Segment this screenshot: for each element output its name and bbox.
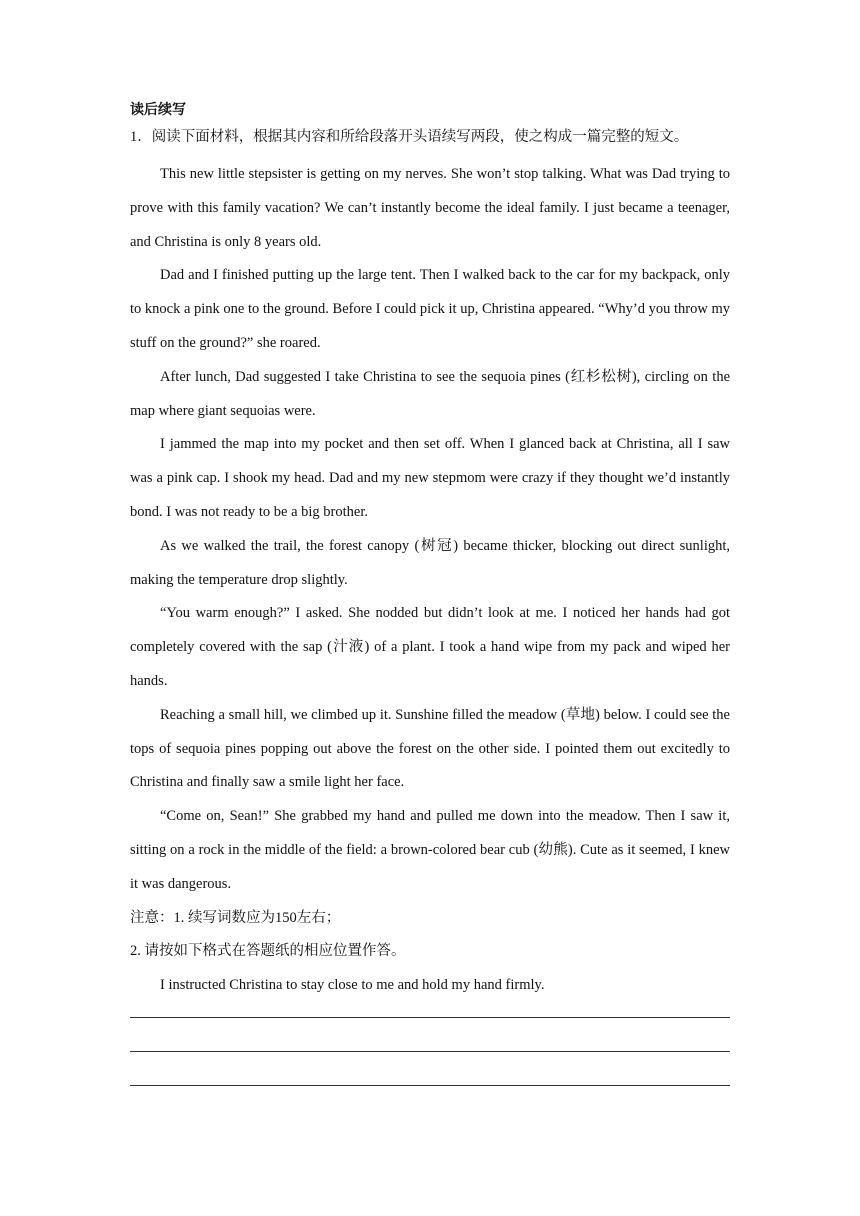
note-format: 2. 请按如下格式在答题纸的相应位置作答。 [130,943,406,960]
answer-line[interactable] [130,1085,730,1086]
passage-paragraph-8: “Come on, Sean!” She grabbed my hand and pulled me down into the meadow. Then I saw it, sitting on a rock in the middle of the field: a brown-colored bear cub (幼熊). Cute as it seemed, I knew it was dangerous. [130,808,730,892]
continuation-prompt: I instructed Christina to stay close to me and hold my hand firmly. [160,977,545,994]
passage-paragraph-2: Dad and I finished putting up the large tent. Then I walked back to the car for my backpack, only to knock a pink one to the ground. Before I could pick it up, Christina appeared. “Why’d you throw my stuff on the ground?” she roared. [130,267,730,351]
passage-paragraph-4: I jammed the map into my pocket and then set off. When I glanced back at Christina, all I saw was a pink cap. I shook my head. Dad and my new stepmom were crazy if they thought we’d instantly bond. I was not ready to be a big brother. [130,436,730,520]
question-instruction: 1．阅读下面材料，根据其内容和所给段落开头语续写两段，使之构成一篇完整的短文。 [130,129,689,145]
answer-line[interactable] [130,1017,730,1018]
document-page [130,100,730,1119]
passage [130,158,730,902]
passage-paragraph-5: As we walked the trail, the forest canopy (树冠) became thicker, blocking out direct sunlight, making the temperature drop slightly. [130,537,730,588]
answer-area[interactable] [130,1017,730,1086]
passage-paragraph-6: “You warm enough?” I asked. She nodded but didn’t look at me. I noticed her hands had got completely covered with the sap (汁液) of a plant. I took a hand wipe from my pack and wiped her hands. [130,605,730,689]
passage-paragraph-1: This new little stepsister is getting on my nerves. She won’t stop talking. What was Dad trying to prove with this family vacation? We can’t instantly become the ideal family. I just became a teenager, and Christina is only 8 years old. [130,166,730,250]
passage-paragraph-3: After lunch, Dad suggested I take Christina to see the sequoia pines (红杉松树), circling on the map where giant sequoias were. [130,368,730,419]
note-word-count: 注意：1. 续写词数应为150左右； [130,909,341,926]
answer-line[interactable] [130,1051,730,1052]
section-title: 读后续写 [130,102,186,118]
passage-paragraph-7: Reaching a small hill, we climbed up it. Sunshine filled the meadow (草地) below. I could see the tops of sequoia pines popping out above the forest on the other side. I pointed them out excitedly to Christina and finally saw a smile light her face. [130,706,730,791]
